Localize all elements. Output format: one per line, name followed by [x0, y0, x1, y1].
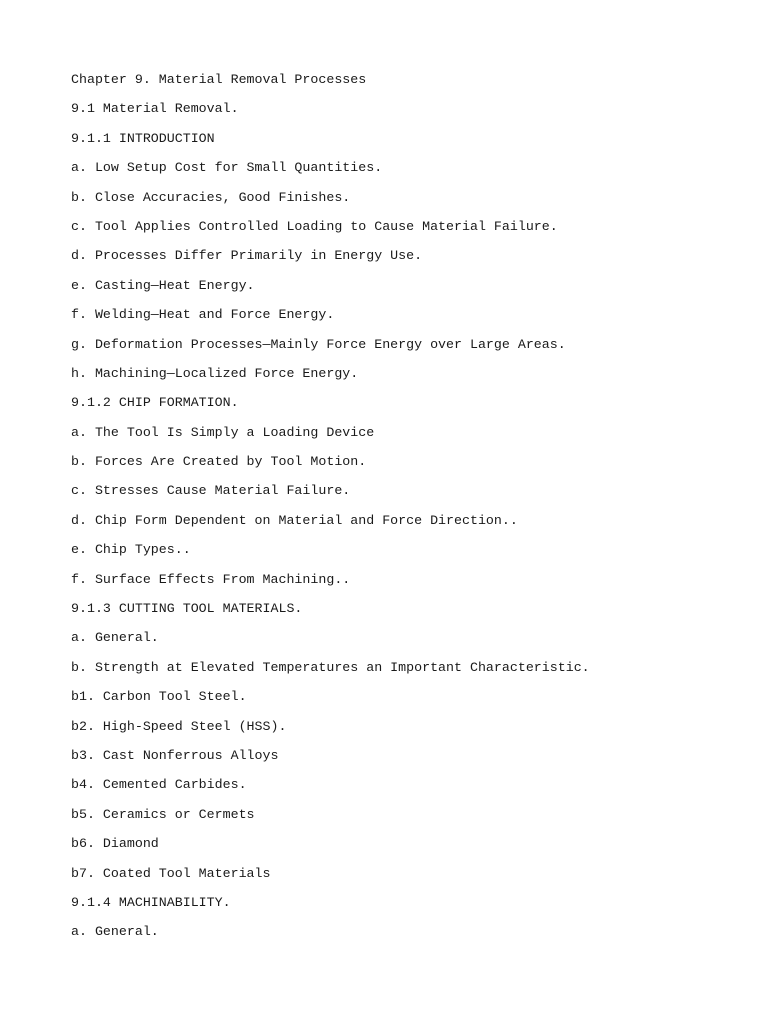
- sub-list-item: b2. High-Speed Steel (HSS).: [71, 718, 287, 734]
- section-heading: 9.1 Material Removal.: [71, 101, 239, 117]
- chapter-title: Chapter 9. Material Removal Processes: [71, 72, 367, 87]
- list-item: a. General.: [71, 924, 159, 940]
- document-body: [71, 71, 751, 953]
- list-item: d. Processes Differ Primarily in Energy Use.: [71, 248, 423, 264]
- subsection-heading: 9.1.3 CUTTING TOOL MATERIALS.: [71, 601, 303, 617]
- list-item: f. Surface Effects From Machining..: [71, 571, 351, 587]
- list-item: c. Stresses Cause Material Failure.: [71, 483, 351, 499]
- list-item: h. Machining—Localized Force Energy.: [71, 365, 359, 381]
- list-item: b. Strength at Elevated Temperatures an Important Characteristic.: [71, 659, 590, 675]
- sub-list-item: b7. Coated Tool Materials: [71, 865, 271, 881]
- list-item: d. Chip Form Dependent on Material and Force Direction..: [71, 512, 518, 528]
- list-item: a. Low Setup Cost for Small Quantities.: [71, 160, 383, 176]
- list-item: b. Forces Are Created by Tool Motion.: [71, 454, 367, 470]
- list-item: e. Casting—Heat Energy.: [71, 277, 255, 293]
- sub-list-item: b6. Diamond: [71, 836, 159, 852]
- list-item: e. Chip Types..: [71, 542, 191, 558]
- subsection-heading: 9.1.4 MACHINABILITY.: [71, 894, 231, 910]
- list-item: g. Deformation Processes—Mainly Force Energy over Large Areas.: [71, 336, 566, 352]
- list-item: a. General.: [71, 630, 159, 646]
- subsection-heading: 9.1.1 INTRODUCTION: [71, 130, 215, 146]
- list-item: a. The Tool Is Simply a Loading Device: [71, 424, 375, 440]
- list-item: f. Welding—Heat and Force Energy.: [71, 307, 335, 323]
- subsection-heading: 9.1.2 CHIP FORMATION.: [71, 395, 239, 411]
- list-item: b. Close Accuracies, Good Finishes.: [71, 189, 351, 205]
- sub-list-item: b1. Carbon Tool Steel.: [71, 689, 247, 705]
- list-item: c. Tool Applies Controlled Loading to Cause Material Failure.: [71, 218, 558, 234]
- sub-list-item: b4. Cemented Carbides.: [71, 777, 247, 793]
- sub-list-item: b3. Cast Nonferrous Alloys: [71, 747, 279, 763]
- sub-list-item: b5. Ceramics or Cermets: [71, 806, 255, 822]
